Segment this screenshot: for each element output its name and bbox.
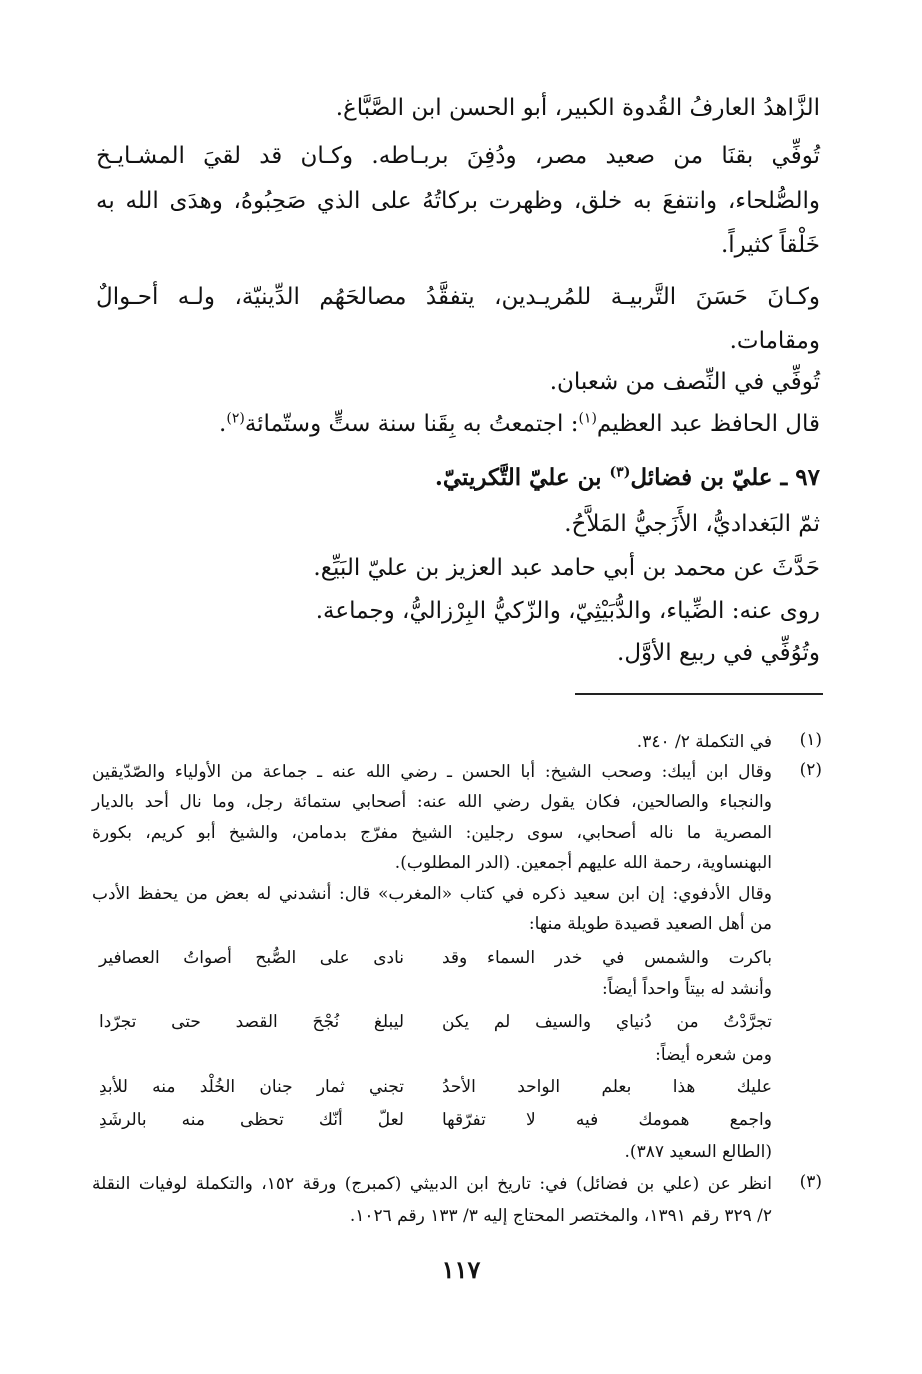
text-line: روى عنه: الضِّياء، والدُّبَيْثِيّ، والزّكيُّ البِرْزاليُّ، وجماعة. bbox=[315, 598, 820, 624]
footnote-text: وأنشد له بيتاً واحداً أيضاً: bbox=[601, 979, 772, 999]
footnote-text: ومن شعره أيضاً: bbox=[655, 1045, 772, 1065]
text-line: تُوفِّي في النِّصف من شعبان. bbox=[549, 369, 820, 395]
text-segment: . bbox=[219, 411, 227, 437]
verse-hemistich: واجمع همومك فيه لا تفرّقها bbox=[442, 1110, 772, 1130]
footnote-text: من أهل الصعيد قصيدة طويلة منها: bbox=[528, 914, 772, 934]
footnote-number: (١) bbox=[799, 730, 822, 750]
verse-hemistich: تجرَّدْتُ من دُنياي والسيف لم يكن bbox=[442, 1012, 772, 1032]
footnote-text: وقال ابن أيبك: وصحب الشيخ: أبا الحسن ـ رضي الله عنه ـ جماعة من الأولياء والصّدّيقين bbox=[92, 762, 772, 782]
footnote-ref[interactable]: (١) bbox=[578, 410, 597, 427]
text-line: حَدَّثَ عن محمد بن أبي حامد عبد العزيز بن عليّ البَيِّع. bbox=[313, 555, 820, 581]
entry-heading bbox=[435, 462, 820, 494]
verse-hemistich: عليك هذا بعلم الواحد الأحدُ bbox=[442, 1077, 772, 1097]
text-segment: : اجتمعتُ به بِقَنا سنة ستٍّ وستّمائة bbox=[244, 411, 579, 437]
text-line: الزَّاهدُ العارفُ القُدوة الكبير، أبو الحسن ابن الصَّبَّاغ. bbox=[335, 95, 820, 121]
verse-hemistich: تجني ثمار جنان الخُلْد منه للأبدِ bbox=[99, 1077, 404, 1097]
text-line: ومقامات. bbox=[729, 328, 820, 354]
text-line: وتُوُفِّي في ربيع الأوَّل. bbox=[617, 640, 820, 666]
verse-hemistich: لعلّ أنّك تحظى منه بالرشَدِ bbox=[99, 1110, 404, 1130]
footnote-text: والنجباء والصالحين، فكان يقول رضي الله عنه: أصحابي ستمائة رجل، وما نال أحد بالديار bbox=[92, 792, 772, 812]
footnote-text: في التكملة ٢/ ٣٤٠. bbox=[636, 732, 772, 752]
text-line: تُوفِّي بقنَا من صعيد مصر، ودُفِنَ بربـاطه. وكـان قد لقيَ المشـايـخ bbox=[96, 143, 820, 169]
text-line: ثمّ البَغداديُّ، الأَزَجيُّ المَلاَّحُ. bbox=[564, 511, 820, 537]
text-line: وكـانَ حَسَنَ التَّربيـة للمُريـدين، يتفقَّدُ مصالحَهُم الدِّينيّة، ولـه أحـوالٌ bbox=[96, 284, 820, 310]
footnote-ref[interactable]: (٢) bbox=[226, 410, 245, 427]
verse-hemistich: نادى على الصُّبح أصواتُ العصافير bbox=[99, 948, 404, 968]
text-line bbox=[219, 408, 820, 440]
entry-title-rest: بن عليّ التَّكريتيّ. bbox=[434, 464, 610, 491]
footnote-text: انظر عن (علي بن فضائل) في: تاريخ ابن الدبيثي (كمبرج) ورقة ١٥٢، والتكملة لوفيات النقلة bbox=[92, 1174, 772, 1194]
entry-title: ٩٧ ـ عليّ بن فضائل bbox=[630, 464, 820, 491]
footnote-separator bbox=[575, 693, 823, 695]
footnote-text: (الطالع السعيد ٣٨٧). bbox=[624, 1142, 772, 1162]
footnote-text: المصرية ما ناله أصحابي، سوى رجلين: الشيخ مفرّج بدمامن، والشيخ أبو كريم، بكورة bbox=[92, 823, 772, 843]
verse-hemistich: ليبلغ نُجْحَ القصد حتى تجرّدا bbox=[99, 1012, 404, 1032]
footnote-text: البهنساوية، رحمة الله عليهم أجمعين. (الدر المطلوب). bbox=[394, 853, 772, 873]
footnote-ref[interactable]: (٣) bbox=[609, 464, 631, 481]
page-number: ١١٧ bbox=[441, 1255, 481, 1284]
footnote-text: وقال الأدفوي: إن ابن سعيد ذكره في كتاب «المغرب» قال: أنشدني له بعض من يحفظ الأدب bbox=[92, 884, 772, 904]
verse-hemistich: باكرت والشمس في خدر السماء وقد bbox=[442, 948, 772, 968]
footnote-text: ٢/ ٣٢٩ رقم ١٣٩١، والمختصر المحتاج إليه ٣/ ١٣٣ رقم ١٠٢٦. bbox=[349, 1206, 772, 1226]
text-line: والصُّلحاء، وانتفعَ به خلق، وظهرت بركاتُهُ على الذي صَحِبُوهُ، وهدَى الله به bbox=[96, 188, 820, 214]
text-line: خَلْقاً كثيراً. bbox=[720, 232, 820, 258]
footnote-number: (٣) bbox=[799, 1172, 822, 1192]
footnote-number: (٢) bbox=[799, 760, 822, 780]
text-segment: قال الحافظ عبد العظيم bbox=[596, 411, 820, 437]
